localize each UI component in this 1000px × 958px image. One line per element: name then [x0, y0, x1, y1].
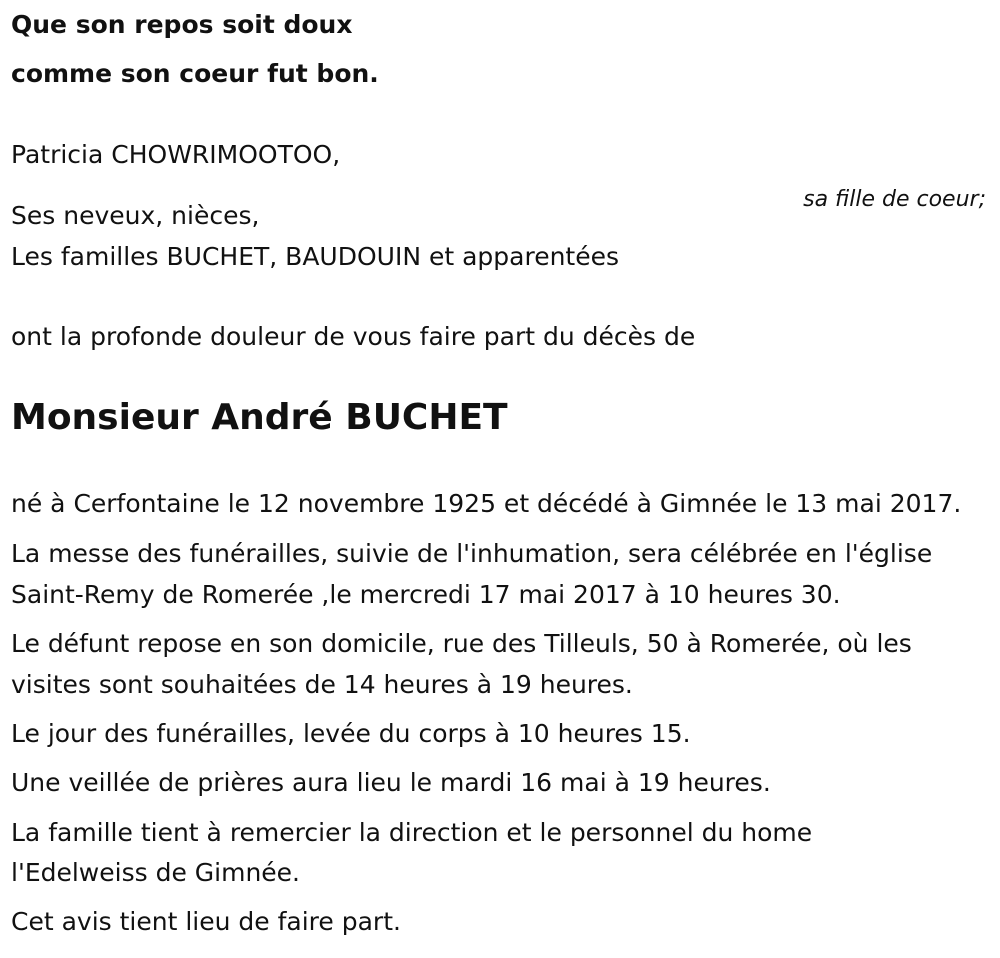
announcement-text: ont la profonde douleur de vous faire part du décès de [11, 322, 696, 351]
epitaph-line-1: Que son repos soit doux [11, 10, 353, 39]
birth-death-text: né à Cerfontaine le 12 novembre 1925 et décédé à Gimnée le 13 mai 2017. [11, 489, 962, 518]
funeral-text-line-2: Saint-Remy de Romerée ,le mercredi 17 mai 2017 à 10 heures 30. [11, 580, 841, 609]
mourner-primary-name: Patricia CHOWRIMOOTOO, [11, 140, 341, 169]
closing-text: Cet avis tient lieu de faire part. [11, 907, 401, 936]
thanks-text-line-1: La famille tient à remercier la direction et le personnel du home [11, 818, 813, 847]
thanks-text-line-2: l'Edelweiss de Gimnée. [11, 858, 301, 887]
rest-text-line-2: visites sont souhaitées de 14 heures à 19 heures. [11, 670, 633, 699]
mourner-relatives-line-2: Les familles BUCHET, BAUDOUIN et apparentées [11, 242, 620, 271]
rest-text-line-1: Le défunt repose en son domicile, rue des Tilleuls, 50 à Romerée, où les [11, 629, 912, 658]
mourner-relatives-line-1: Ses neveux, nièces, [11, 201, 260, 230]
epitaph-line-2: comme son coeur fut bon. [11, 59, 379, 88]
deceased-name: Monsieur André BUCHET [11, 397, 508, 438]
levee-text: Le jour des funérailles, levée du corps à 10 heures 15. [11, 719, 691, 748]
vigil-text: Une veillée de prières aura lieu le mardi 16 mai à 19 heures. [11, 768, 771, 797]
mourner-primary-role: sa fille de coeur; [803, 187, 986, 212]
funeral-text-line-1: La messe des funérailles, suivie de l'inhumation, sera célébrée en l'église [11, 539, 933, 568]
